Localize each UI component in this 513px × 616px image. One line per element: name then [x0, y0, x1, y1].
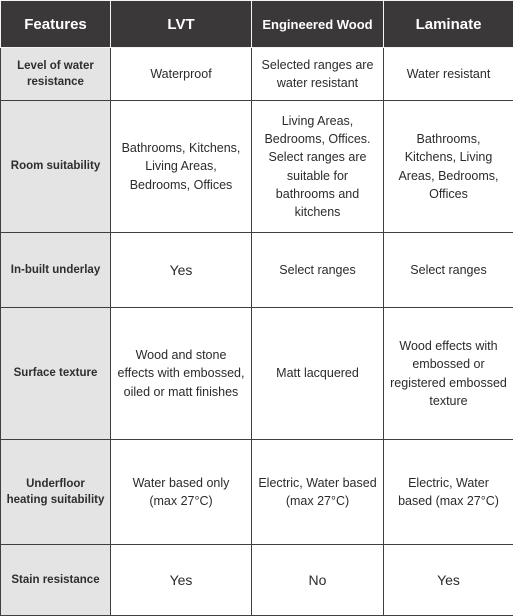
- feature-label: Level of water resistance: [1, 48, 111, 101]
- lvt-cell: Bathrooms, Kitchens, Living Areas, Bedrooms, Offices: [111, 101, 252, 233]
- lvt-cell: Yes: [111, 233, 252, 308]
- laminate-cell: Water resistant: [384, 48, 513, 101]
- table-row: [1, 440, 513, 545]
- feature-label: Room suitability: [1, 101, 111, 233]
- engineered-wood-cell: Matt lacquered: [252, 308, 384, 440]
- header-laminate: Laminate: [384, 1, 513, 48]
- table-row: [1, 308, 513, 440]
- lvt-cell: Yes: [111, 545, 252, 616]
- laminate-cell: Wood effects with embossed or registered embossed texture: [384, 308, 513, 440]
- table-row: [1, 233, 513, 308]
- laminate-cell: Yes: [384, 545, 513, 616]
- header-features: Features: [1, 1, 111, 48]
- engineered-wood-cell: Selected ranges are water resistant: [252, 48, 384, 101]
- feature-label: Stain resistance: [1, 545, 111, 616]
- engineered-wood-cell: Select ranges: [252, 233, 384, 308]
- engineered-wood-cell: No: [252, 545, 384, 616]
- feature-label: Surface texture: [1, 308, 111, 440]
- lvt-cell: Water based only (max 27°C): [111, 440, 252, 545]
- table-row: [1, 545, 513, 616]
- laminate-cell: Select ranges: [384, 233, 513, 308]
- lvt-cell: Waterproof: [111, 48, 252, 101]
- table-row: [1, 48, 513, 101]
- header-engineered-wood: Engineered Wood: [252, 1, 384, 48]
- engineered-wood-cell: Electric, Water based (max 27°C): [252, 440, 384, 545]
- engineered-wood-cell: Living Areas, Bedrooms, Offices. Select ranges are suitable for bathrooms and kitchens: [252, 101, 384, 233]
- header-row: [1, 1, 513, 48]
- laminate-cell: Bathrooms, Kitchens, Living Areas, Bedrooms, Offices: [384, 101, 513, 233]
- header-lvt: LVT: [111, 1, 252, 48]
- feature-label: Underfloor heating suitability: [1, 440, 111, 545]
- laminate-cell: Electric, Water based (max 27°C): [384, 440, 513, 545]
- feature-label: In-built underlay: [1, 233, 111, 308]
- table-row: [1, 101, 513, 233]
- lvt-cell: Wood and stone effects with embossed, oiled or matt finishes: [111, 308, 252, 440]
